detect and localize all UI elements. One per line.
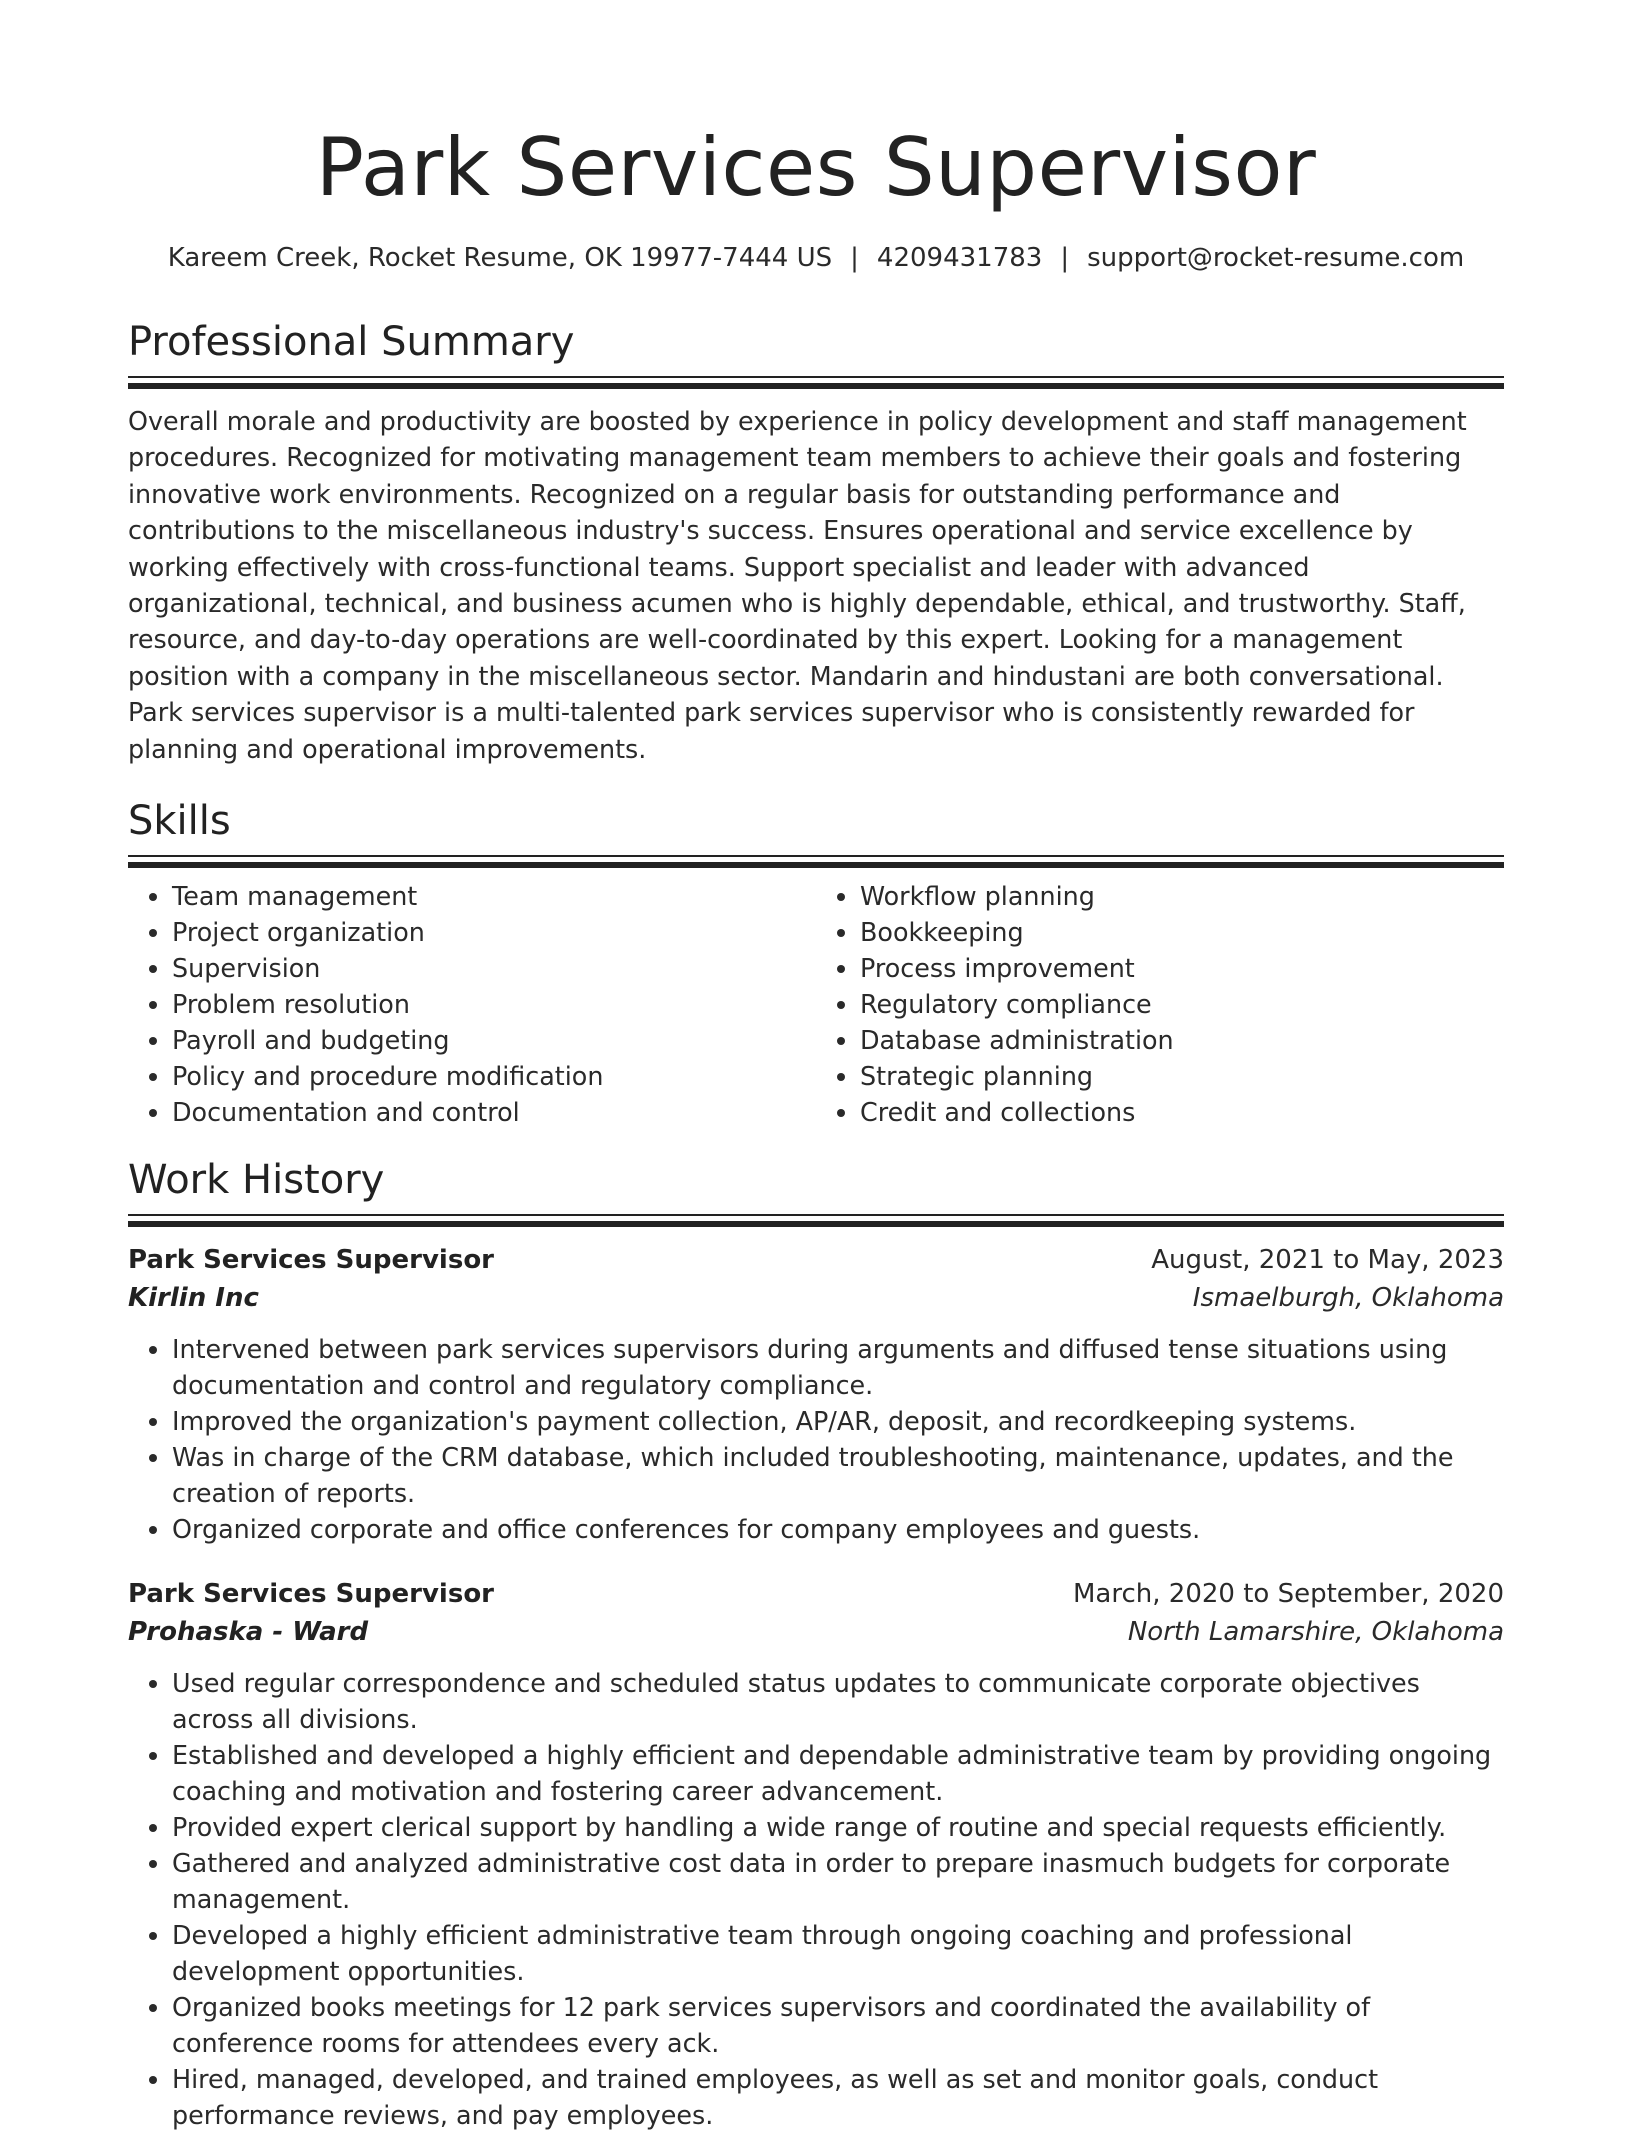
section-divider [128,376,1504,389]
section-divider [128,1214,1504,1227]
skill-item: • Workflow planning [860,878,1504,914]
job-entry [128,1575,1504,2133]
job-bullets [128,1665,1504,2133]
contact-address: Kareem Creek, Rocket Resume, OK 19977-7444 US [167,243,833,273]
job-bullet: • Organized corporate and office conferences for company employees and guests. [172,1511,1504,1547]
skill-item: • Bookkeeping [860,914,1504,950]
job-title: Park Services Supervisor [128,1579,495,1610]
skill-item: • Database administration [860,1022,1504,1058]
skill-item: • Credit and collections [860,1094,1504,1130]
work-history-heading: Work History [128,1157,385,1204]
skill-item: • Policy and procedure modification [172,1058,816,1094]
job-company-row [128,1613,1504,1651]
job-bullet: • Was in charge of the CRM database, which included troubleshooting, maintenance, updates, and the creation of reports. [172,1439,1504,1511]
job-title: Park Services Supervisor [128,1245,495,1276]
job-bullet: • Used regular correspondence and scheduled status updates to communicate corporate objectives across all divisions. [172,1665,1504,1737]
skills-heading: Skills [128,798,231,845]
job-header-row [128,1575,1504,1613]
job-dates: March, 2020 to September, 2020 [1073,1579,1504,1610]
job-dates: August, 2021 to May, 2023 [1151,1245,1504,1276]
skill-item: • Team management [172,878,816,914]
job-bullet: • Developed a highly efficient administrative team through ongoing coaching and professional development opportunities. [172,1917,1504,1989]
resume-name: Park Services Supervisor [315,121,1317,214]
contact-separator: | [1060,243,1070,273]
skills-list-right [816,878,1504,1130]
skill-item: • Strategic planning [860,1058,1504,1094]
job-header-row [128,1241,1504,1279]
summary-heading: Professional Summary [128,319,575,365]
summary-text: Overall morale and productivity are boosted by experience in policy development and staff management procedures. Recognized for motivating management team members to achieve their goals and fostering innovative work environments. Recognized on a regular basis for outstanding performance and contributions to the miscellaneous industry's success. Ensures operational and service excellence by working effectively with cross-functional teams. Support specialist and leader with advanced organizational, technical, and business acumen who is highly dependable, ethical, and trustworthy. Staff, resource, and day-to-day operations are well-coordinated by this expert. Looking for a management position with a company in the miscellaneous sector. Mandarin and hindustani are both conversational. Park services supervisor is a multi-talented park services supervisor who is consistently rewarded for planning and operational improvements. [128,406,1467,764]
contact-phone: 4209431783 [876,243,1043,273]
contact-line [128,240,1504,276]
skill-item: • Payroll and budgeting [172,1022,816,1058]
job-location: Ismaelburgh, Oklahoma [1192,1283,1504,1314]
section-divider [128,855,1504,868]
skill-item: • Project organization [172,914,816,950]
skills-list-left [128,878,816,1130]
job-company: Prohaska - Ward [128,1617,369,1648]
skill-item: • Regulatory compliance [860,986,1504,1022]
job-bullet: • Intervened between park services supervisors during arguments and diffused tense situations using documentation and control and regulatory compliance. [172,1331,1504,1403]
job-entry [128,1241,1504,1547]
skill-item: • Process improvement [860,950,1504,986]
job-bullet: • Improved the organization's payment collection, AP/AR, deposit, and recordkeeping systems. [172,1403,1504,1439]
job-location: North Lamarshire, Oklahoma [1127,1617,1504,1648]
skill-item: • Problem resolution [172,986,816,1022]
job-company: Kirlin Inc [128,1283,259,1314]
job-bullet: • Organized books meetings for 12 park services supervisors and coordinated the availability of conference rooms for attendees every ack. [172,1989,1504,2061]
skill-item: • Supervision [172,950,816,986]
job-bullet: • Established and developed a highly efficient and dependable administrative team by providing ongoing coaching and motivation and fostering career advancement. [172,1737,1504,1809]
contact-separator: | [850,243,859,273]
contact-email: support@rocket-resume.com [1087,243,1465,273]
skills-columns [128,878,1504,1130]
job-bullets [128,1331,1504,1547]
skill-item: • Documentation and control [172,1094,816,1130]
job-bullet: • Hired, managed, developed, and trained employees, as well as set and monitor goals, conduct performance reviews, and pay employees. [172,2061,1504,2133]
job-bullet: • Gathered and analyzed administrative cost data in order to prepare inasmuch budgets for corporate management. [172,1845,1504,1917]
job-bullet: • Provided expert clerical support by handling a wide range of routine and special requests efficiently. [172,1809,1504,1845]
job-company-row [128,1279,1504,1317]
